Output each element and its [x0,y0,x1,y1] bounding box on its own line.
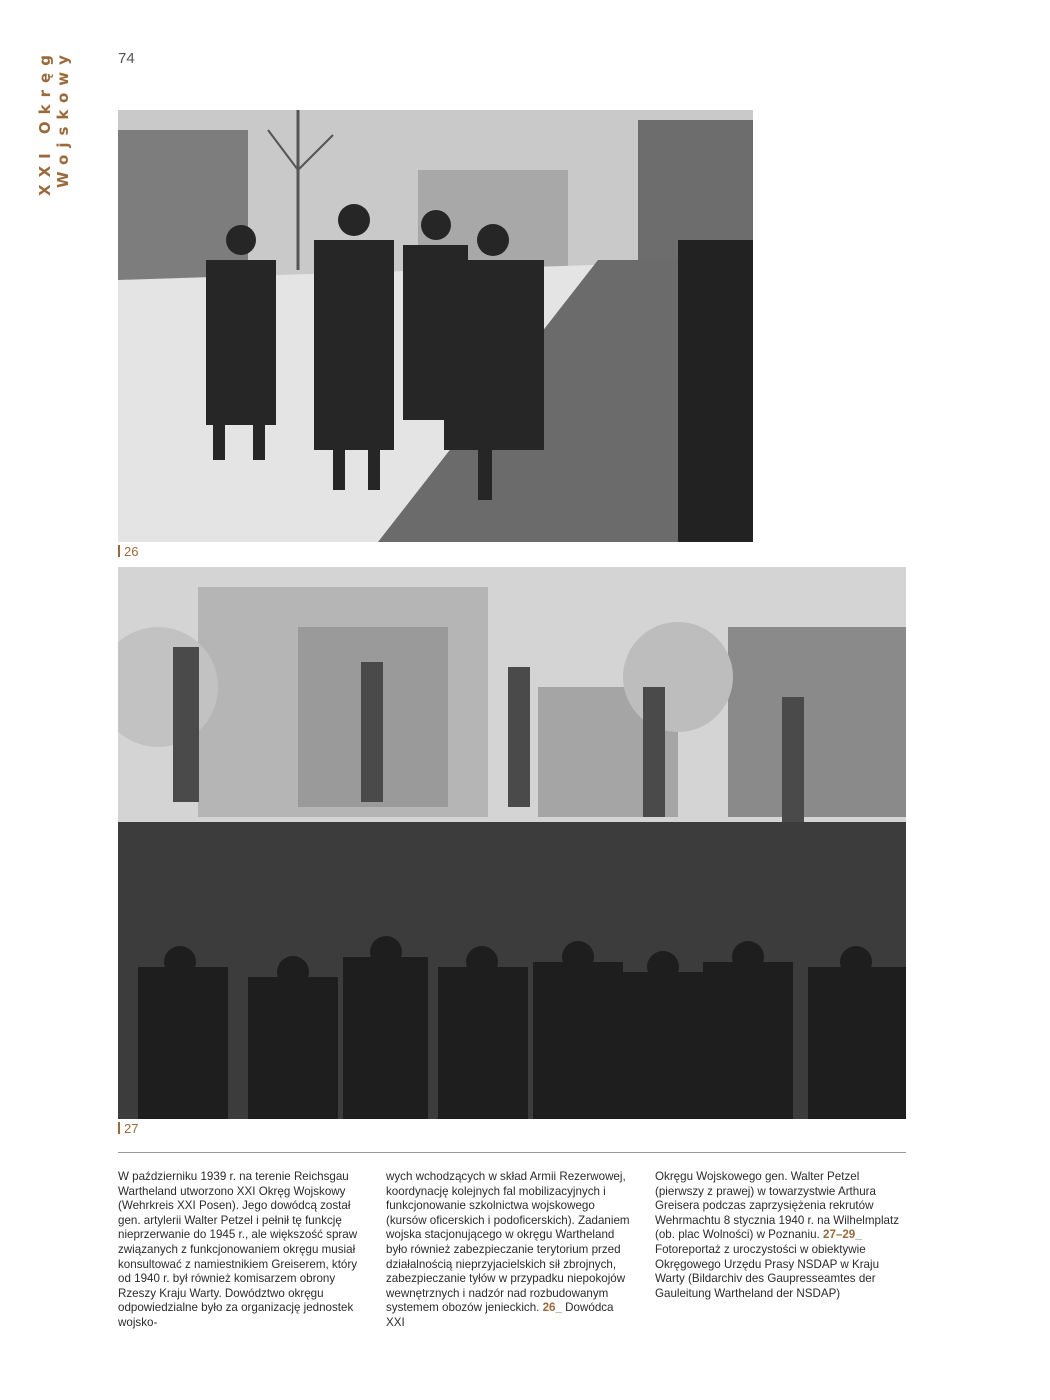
divider [118,1152,906,1153]
figure-26-label [118,544,138,559]
caption-text: Dowódca XXI [386,1301,614,1329]
paragraph-text: wych wchodzących w skład Armii Rezerwowej, koordynację kolejnych fal mobilizacyjnych i funkcjonowanie szkolnictwa wojskowego (kursów oficerskich i podoficerskich). Zadaniem wojska stacjonującego w okręgu Wartheland było również zabezpieczanie terytorium przed działalnością nieprzyjacielskich sił zbrojnych, zabezpieczanie tyłów w przypadku niepokojów wewnętrznych i nadzór nad rozbudowanym systemem obozów jenieckich. [386,1170,630,1315]
page-number: 74 [118,50,135,67]
photo-27-illustration [118,567,906,1119]
paragraph-text: W październiku 1939 r. na terenie Reichsgau Wartheland utworzono XXI Okręg Wojskowy (Wehrkreis XXI Posen). Jego dowódcą został gen. artylerii Walter Petzel i pełnił tę funkcję nieprzerwanie do 1945 r., ale większość spraw związanych z funkcjonowaniem okręgu musiał konsultować z namiestnikiem Greiserem, który od 1940 r. był również komisarzem obrony Rzeszy Kraju Warty. Dowództwo okręgu odpowiedzialne było za organizację jednostek wojsko- [118,1170,358,1329]
body-text-column-3 [655,1170,903,1301]
figure-27-label [118,1121,138,1136]
photo-troops-in-formation-square [118,567,906,1119]
body-text-column-2 [386,1170,634,1331]
caption-bar-icon [118,545,120,557]
caption-bar-icon [118,1122,120,1134]
photo-26-illustration [118,110,753,542]
figure-number: 27 [124,1121,139,1136]
photo-parade-officers-walking [118,110,753,542]
figure-number: 26 [124,544,139,559]
section-side-title: XXI Okręg Wojskowy [36,48,72,196]
caption-text: Fotoreportaż z uroczystości w obiektywie Okręgowego Urzędu Prasy NSDAP w Kraju Warty (Bildarchiv des Gaupresseamtes der Gauleitung Wartheland der NSDAP) [655,1242,880,1300]
caption-text: Okręgu Wojskowego gen. Walter Petzel (pierwszy z prawej) w towarzystwie Arthura Greisera podczas zaprzysiężenia rekrutów Wehrmachtu 8 stycznia 1940 r. na Wilhelmplatz (ob. plac Wolności) w Poznaniu. [655,1170,900,1242]
body-text-column-1 [118,1170,366,1331]
figure-reference: 26_ [542,1301,562,1315]
figure-reference: 27–29_ [823,1228,862,1242]
